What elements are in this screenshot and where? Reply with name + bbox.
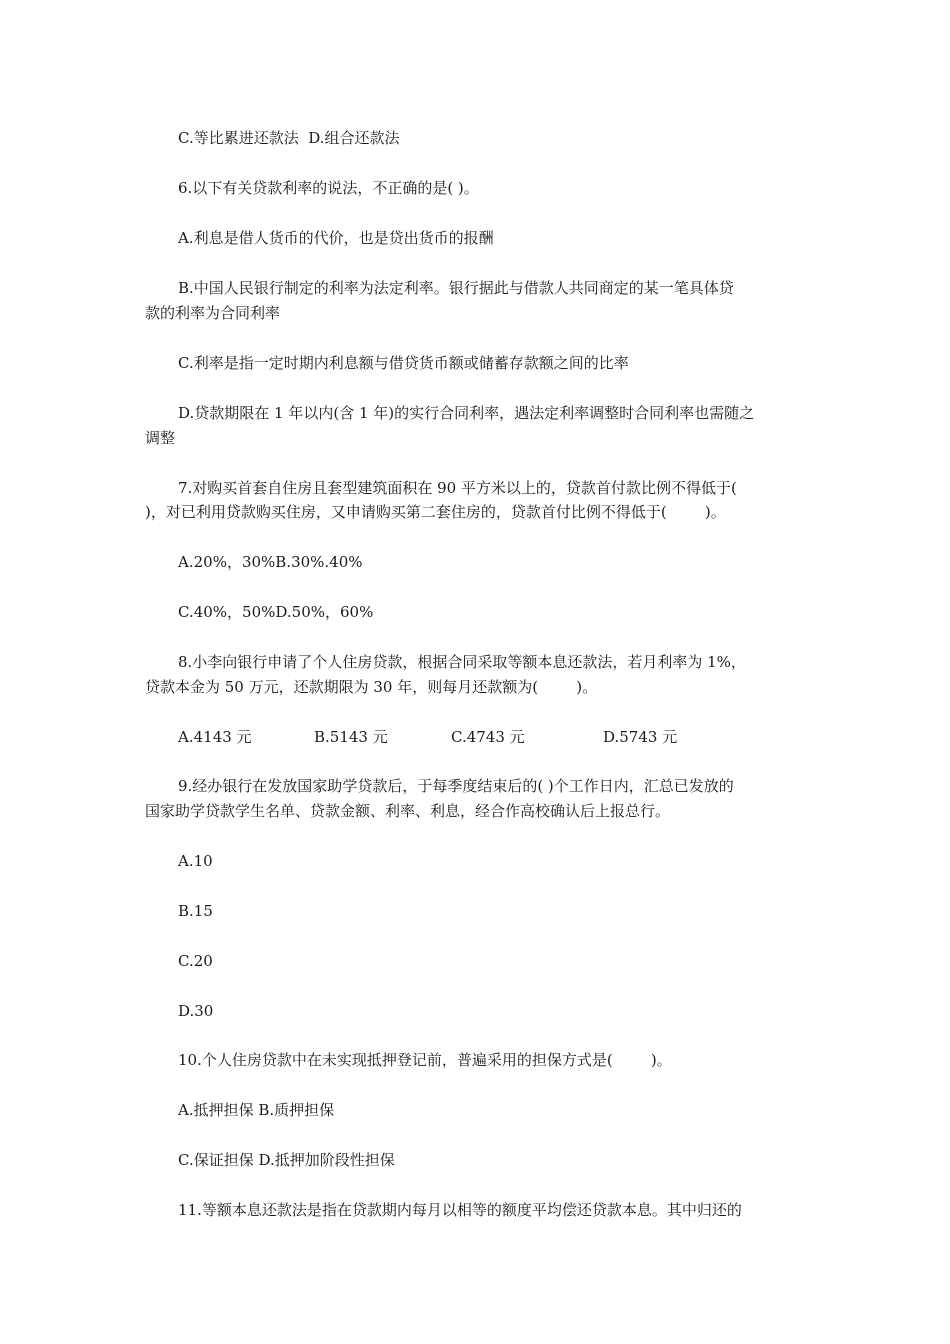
q8-option-c: C.4743 元	[451, 728, 525, 746]
q8-option-d: D.5743 元	[603, 728, 678, 746]
q6-option-d-line1: D.贷款期限在 1 年以内(含 1 年)的实行合同利率，遇法定利率调整时合同利率也需随之	[178, 404, 755, 422]
q8-options-row	[0, 727, 950, 747]
q7-options-ab: A.20%，30%B.30%.40%	[178, 553, 363, 571]
q9-option-d: D.30	[178, 1002, 214, 1020]
q6-option-b-line1: B.中国人民银行制定的利率为法定利率。银行据此与借款人共同商定的某一笔具体贷	[178, 279, 734, 297]
q6-option-a: A.利息是借人货币的代价，也是贷出货币的报酬	[178, 229, 494, 247]
q6-option-b-line2: 款的利率为合同利率	[145, 304, 281, 322]
question-7-line1: 7.对购买首套自住房且套型建筑面积在 90 平方米以上的，贷款首付款比例不得低于(	[178, 479, 737, 497]
q9-option-c: C.20	[178, 952, 213, 970]
question-7-line2: )，对已利用贷款购买住房，又申请购买第二套住房的，贷款首付比例不得低于( )。	[145, 503, 726, 521]
q10-options-cd: C.保证担保 D.抵押加阶段性担保	[178, 1151, 395, 1169]
q6-option-d-line2: 调整	[145, 429, 176, 447]
q7-options-cd: C.40%，50%D.50%，60%	[178, 603, 374, 621]
q6-option-c: C.利率是指一定时期内利息额与借贷货币额或储蓄存款额之间的比率	[178, 354, 629, 372]
q9-option-a: A.10	[178, 852, 213, 870]
q10-options-ab: A.抵押担保 B.质押担保	[178, 1101, 335, 1119]
q8-option-b: B.5143 元	[314, 728, 388, 746]
answer-options-cd-q5: C.等比累进还款法 D.组合还款法	[178, 129, 400, 147]
question-6: 6.以下有关贷款利率的说法，不正确的是( )。	[178, 179, 479, 197]
question-9-line2: 国家助学贷款学生名单、贷款金额、利率、利息，经合作高校确认后上报总行。	[145, 802, 671, 820]
question-9-line1: 9.经办银行在发放国家助学贷款后，于每季度结束后的( )个工作日内，汇总已发放的	[178, 777, 734, 795]
question-10: 10.个人住房贷款中在未实现抵押登记前，普遍采用的担保方式是( )。	[178, 1051, 672, 1069]
q8-option-a: A.4143 元	[178, 728, 252, 746]
question-8-line1: 8.小李向银行申请了个人住房贷款，根据合同采取等额本息还款法，若月利率为 1%，	[178, 653, 746, 671]
question-8-line2: 贷款本金为 50 万元，还款期限为 30 年，则每月还款额为( )。	[145, 678, 598, 696]
q9-option-b: B.15	[178, 902, 213, 920]
question-11-line1: 11.等额本息还款法是指在贷款期内每月以相等的额度平均偿还贷款本息。其中归还的	[178, 1201, 742, 1219]
